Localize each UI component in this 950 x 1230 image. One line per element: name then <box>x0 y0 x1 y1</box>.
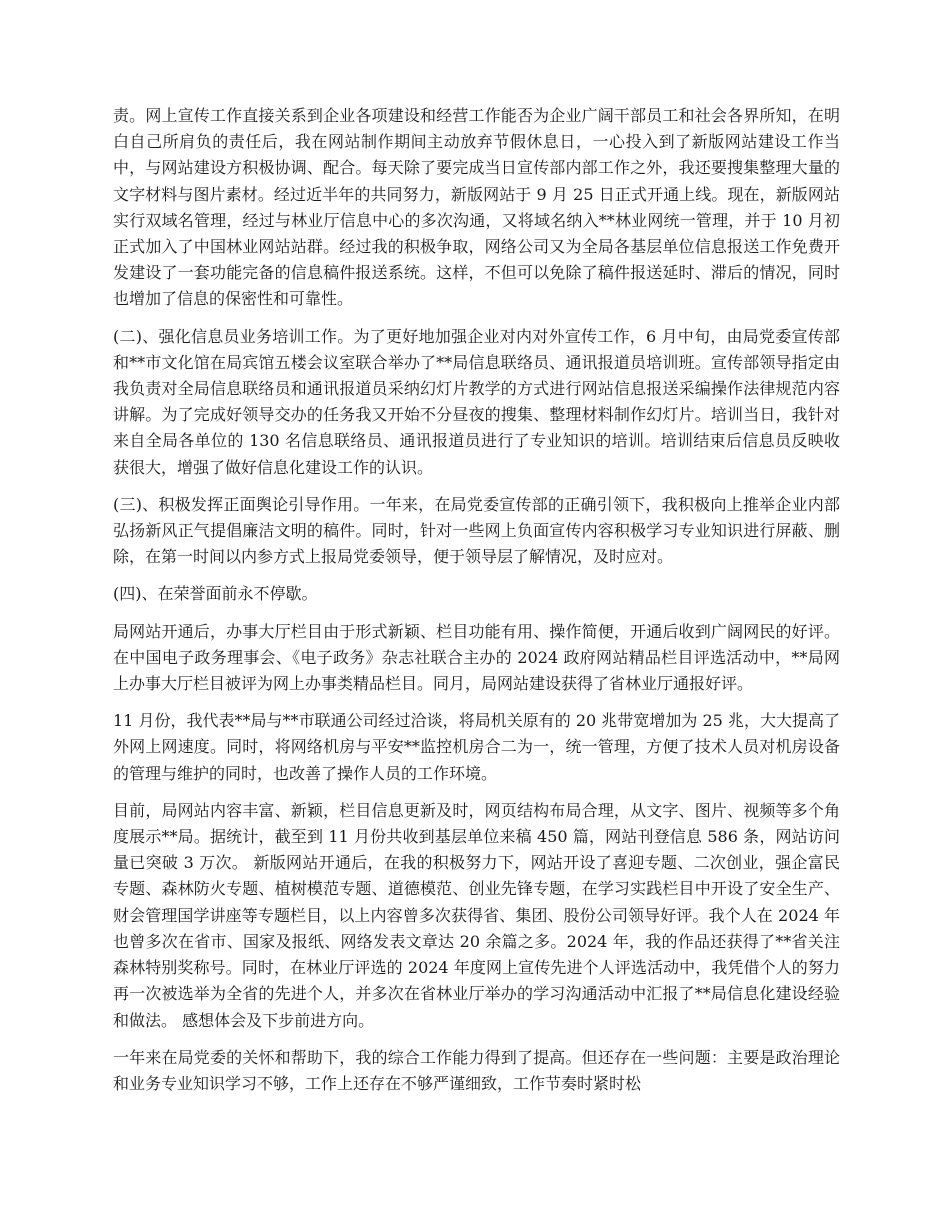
paragraph-website-construction: 责。网上宣传工作直接关系到企业各项建设和经营工作能否为企业广阔干部员工和社会各界所知，在明白自己所肩负的责任后，我在网站制作期间主动放弃节假休息日，一心投入到了新版网站建设工作当中，与网站建设方积极协调、配合。每天除了要完成当日宣传部内部工作之外，我还要搜集整理大量的文字材料与图片素材。经过近半年的共同努力，新版网站于 9 月 25 日正式开通上线。现在，新版网站实行双域名管理，经过与林业厅信息中心的多次沟通，又将域名纳入**林业网统一管理，并于 10 月初正式加入了中国林业网站站群。经过我的积极争取，网络公司又为全局各基层单位信息报送工作免费开发建设了一套功能完备的信息稿件报送系统。这样，不但可以免除了稿件报送延时、滞后的情况，同时也增加了信息的保密性和可靠性。 <box>113 106 840 309</box>
paragraph-online-hall: 局网站开通后，办事大厅栏目由于形式新颖、栏目功能有用、操作简便，开通后收到广阔网民的好评。在中国电子政务理事会、《电子政务》杂志社联合主办的 2024 政府网站精品栏目评选活动中，**局网上办事大厅栏目被评为网上办事类精品栏目。同月，局网站建设获得了省林业厅通报好评。 <box>113 621 840 694</box>
paragraph-summary: 一年来在局党委的关怀和帮助下，我的综合工作能力得到了提高。但还存在一些问题：主要是政治理论和业务专业知识学习不够，工作上还存在不够严谨细致，工作节奏时紧时松 <box>113 1047 840 1093</box>
paragraph-training: (二)、强化信息员业务培训工作。为了更好地加强企业对内对外宣传工作，6 月中旬，由局党委宣传部和**市文化馆在局宾馆五楼会议室联合举办了**局信息联络员、通讯报道员培训班。宣传部领导指定由我负责对全局信息联络员和通讯报道员采纳幻灯片教学的方式进行网站信息报送采编操作法律规范内容讲解。为了完成好领导交办的任务我又开始不分昼夜的搜集、整理材料制作幻灯片。培训当日，我针对来自全局各单位的 130 名信息联络员、通讯报道员进行了专业知识的培训。培训结束后信息员反映收获很大，增强了做好信息化建设工作的认识。 <box>113 326 840 477</box>
document-page <box>113 103 840 1108</box>
paragraph-honor-heading: (四)、在荣誉面前永不停歇。 <box>113 584 318 604</box>
paragraph-bandwidth: 11 月份，我代表**局与**市联通公司经过洽谈，将局机关原有的 20 兆带宽增加为 25 兆，大大提高了外网上网速度。同时，将网络机房与平安**监控机房合二为一，统一管理，方便了技术人员对机房设备的管理与维护的同时，也改善了操作人员的工作环境。 <box>113 711 840 783</box>
paragraph-current-status: 目前，局网站内容丰富、新颖，栏目信息更新及时，网页结构布局合理，从文字、图片、视频等多个角度展示**局。据统计，截至到 11 月份共收到基层单位来稿 450 篇，网站刊登信息 586 条，网站访问量已突破 3 万次。 新版网站开通后，在我的积极努力下，网站开设了喜迎专题、二次创业，强企富民专题、森林防火专题、植树模范专题、道德模范、创业先锋专题，在学习实践栏目中开设了安全生产、财会管理国学讲座等专题栏目，以上内容曾多次获得省、集团、股份公司领导好评。我个人在 2024 年也曾多次在省市、国家及报纸、网络发表文章达 20 余篇之多。2024 年，我的作品还获得了**省关注森林特别奖称号。同时，在林业厅评选的 2024 年度网上宣传先进个人评选活动中，我凭借个人的努力再一次被选举为全省的先进个人，并多次在省林业厅举办的学习沟通活动中汇报了**局信息化建设经验和做法。 感想体会及下步前进方向。 <box>113 800 840 1030</box>
paragraph-public-opinion: (三)、积极发挥正面舆论引导作用。一年来，在局党委宣传部的正确引领下，我积极向上推举企业内部弘扬新风正气提倡廉洁文明的稿件。同时，针对一些网上负面宣传内容积极学习专业知识进行屏蔽、删除，在第一时间以内参方式上报局党委领导，便于领导层了解情况，及时应对。 <box>113 494 840 567</box>
